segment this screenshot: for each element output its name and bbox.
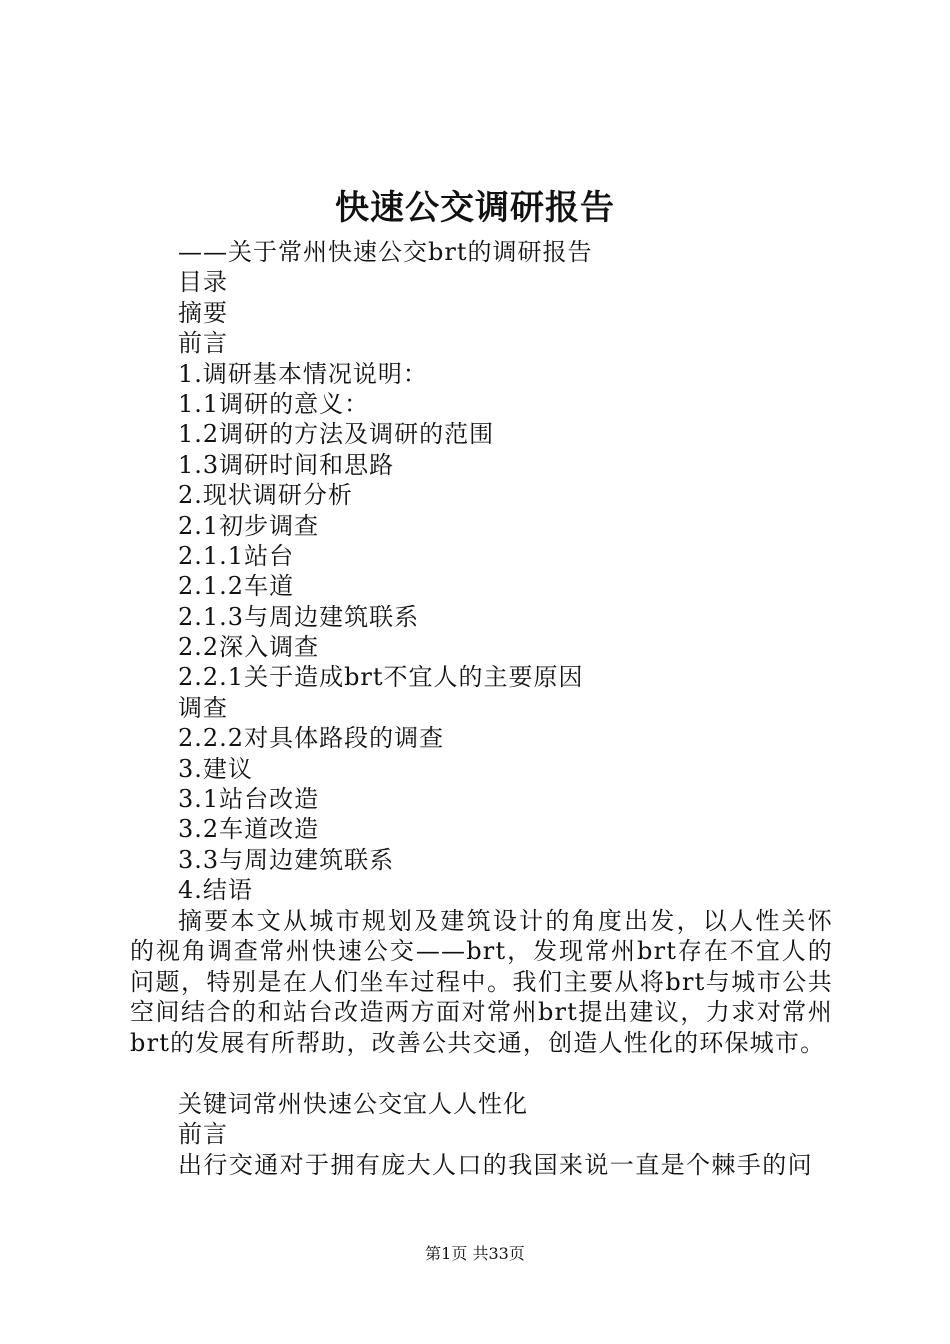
toc-item: 3.建议 [178,754,253,783]
toc-item: 2.现状调研分析 [178,481,353,510]
page-footer: 第1页 共33页 [425,1244,525,1263]
toc-item: 3.2车道改造 [178,815,320,844]
toc-item: 调查 [178,693,228,722]
toc-item: 目录 [178,268,228,297]
document-title: 快速公交调研报告 [335,188,615,228]
toc-item: 前言 [178,329,228,358]
body-text [0,1089,950,1180]
toc-item: 1.2调研的方法及调研的范围 [178,420,495,449]
toc-item: 2.2.1关于造成brt不宜人的主要原因 [178,663,584,692]
toc-item: 2.1.2车道 [178,572,295,601]
keywords-line: 关键词常州快速公交宜人人性化 [178,1090,528,1118]
table-of-contents [0,237,950,906]
preface-heading: 前言 [178,1120,228,1149]
toc-item: 1.3调研时间和思路 [178,450,395,479]
preface-text: 出行交通对于拥有庞大人口的我国来说一直是个棘手的问 [178,1150,813,1179]
toc-item: 3.3与周边建筑联系 [178,845,395,874]
toc-item: 4.结语 [178,876,253,905]
toc-item: 摘要 [178,298,228,327]
toc-item: 2.1.3与周边建筑联系 [178,602,420,631]
abstract-paragraph: 摘要本文从城市规划及建筑设计的角度出发，以人性关怀的视角调查常州快速公交——brt，发现常州brt存在不宜人的问题，特别是在人们坐车过程中。我们主要从将brt与城市公共空间结合的和站台改造两方面对常州brt提出建议，力求对常州brt的发展有所帮助，改善公共交通，创造人性化的环保城市。 [130,907,833,1057]
toc-item: 2.2深入调查 [178,633,320,662]
toc-item: 2.2.2对具体路段的调查 [178,724,445,753]
toc-item: 3.1站台改造 [178,785,320,814]
toc-item: 2.1.1站台 [178,541,295,570]
toc-item: 2.1初步调查 [178,511,320,540]
subtitle: ——关于常州快速公交brt的调研报告 [178,238,593,266]
toc-item: 1.调研基本情况说明： [178,359,428,388]
toc-item: 1.1调研的意义： [178,389,370,418]
